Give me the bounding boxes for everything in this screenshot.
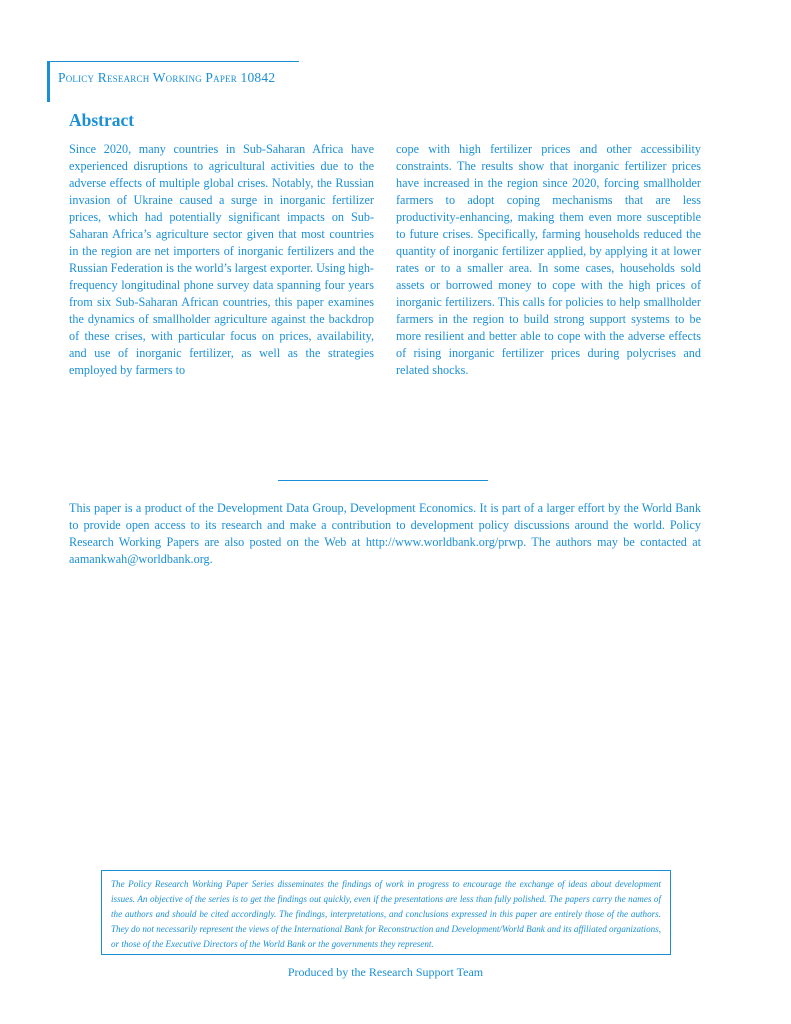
disclaimer-text: The Policy Research Working Paper Series disseminates the findings of work in progress to encourage the exchange of ideas about development issues. An objective of the series is to get the findings out quickly, even if the presentations are less than fully polished. The papers carry the names of the authors and should be cited accordingly. The findings, interpretations, and conclusions expressed in this paper are entirely those of the authors. They do not necessarily represent the views of the International Bank for Reconstruction and Development/World Bank and its affiliated organizations, or those of the Executive Directors of the World Bank or the governments they represent. [111, 879, 661, 949]
abstract-right-column: cope with high fertilizer prices and other accessibility constraints. The results show that inorganic fertilizer prices have increased in the region since 2020, forcing smallholder farmers to adopt coping mechanisms that are less productivity-enhancing, making them even more susceptible to future crises. Specifically, farming households reduced the quantity of inorganic fertilizer applied, by applying it at lower rates or to a smaller area. In some cases, households sold assets or borrowed money to cope with the high prices of inorganic fertilizers. This calls for policies to help smallholder farmers in the region to build strong support systems to be more resilient and better able to cope with the adverse effects of rising inorganic fertilizer prices during polycrises and related shocks. [396, 142, 701, 377]
section-divider [278, 480, 488, 481]
produced-by-footer: Produced by the Research Support Team [287, 965, 484, 979]
series-header-frame [47, 61, 299, 102]
product-note: This paper is a product of the Development Data Group, Development Economics. It is part of a larger effort by the World Bank to provide open access to its research and make a contribution to development policy discussions around the world. Policy Research Working Papers are also posted on the Web at http://www.worldbank.org/prwp. The authors may be contacted at aamankwah@worldbank.org. [69, 501, 701, 566]
series-title: Policy Research Working Paper 10842 [58, 70, 276, 85]
abstract-heading: Abstract [69, 110, 135, 130]
abstract-left-column: Since 2020, many countries in Sub-Saharan Africa have experienced disruptions to agricultural activities due to the adverse effects of multiple global crises. Notably, the Russian invasion of Ukraine caused a surge in inorganic fertilizer prices, which had potentially significant impacts on Sub-Saharan Africa’s agriculture sector given that most countries in the region are net importers of inorganic fertilizers and the Russian Federation is the world’s largest exporter. Using high-frequency longitudinal phone survey data spanning four years from six Sub-Saharan African countries, this paper examines the dynamics of smallholder agriculture against the backdrop of these crises, with particular focus on prices, availability, and use of inorganic fertilizer, as well as the strategies employed by farmers to [69, 142, 374, 377]
disclaimer-box [101, 870, 671, 955]
